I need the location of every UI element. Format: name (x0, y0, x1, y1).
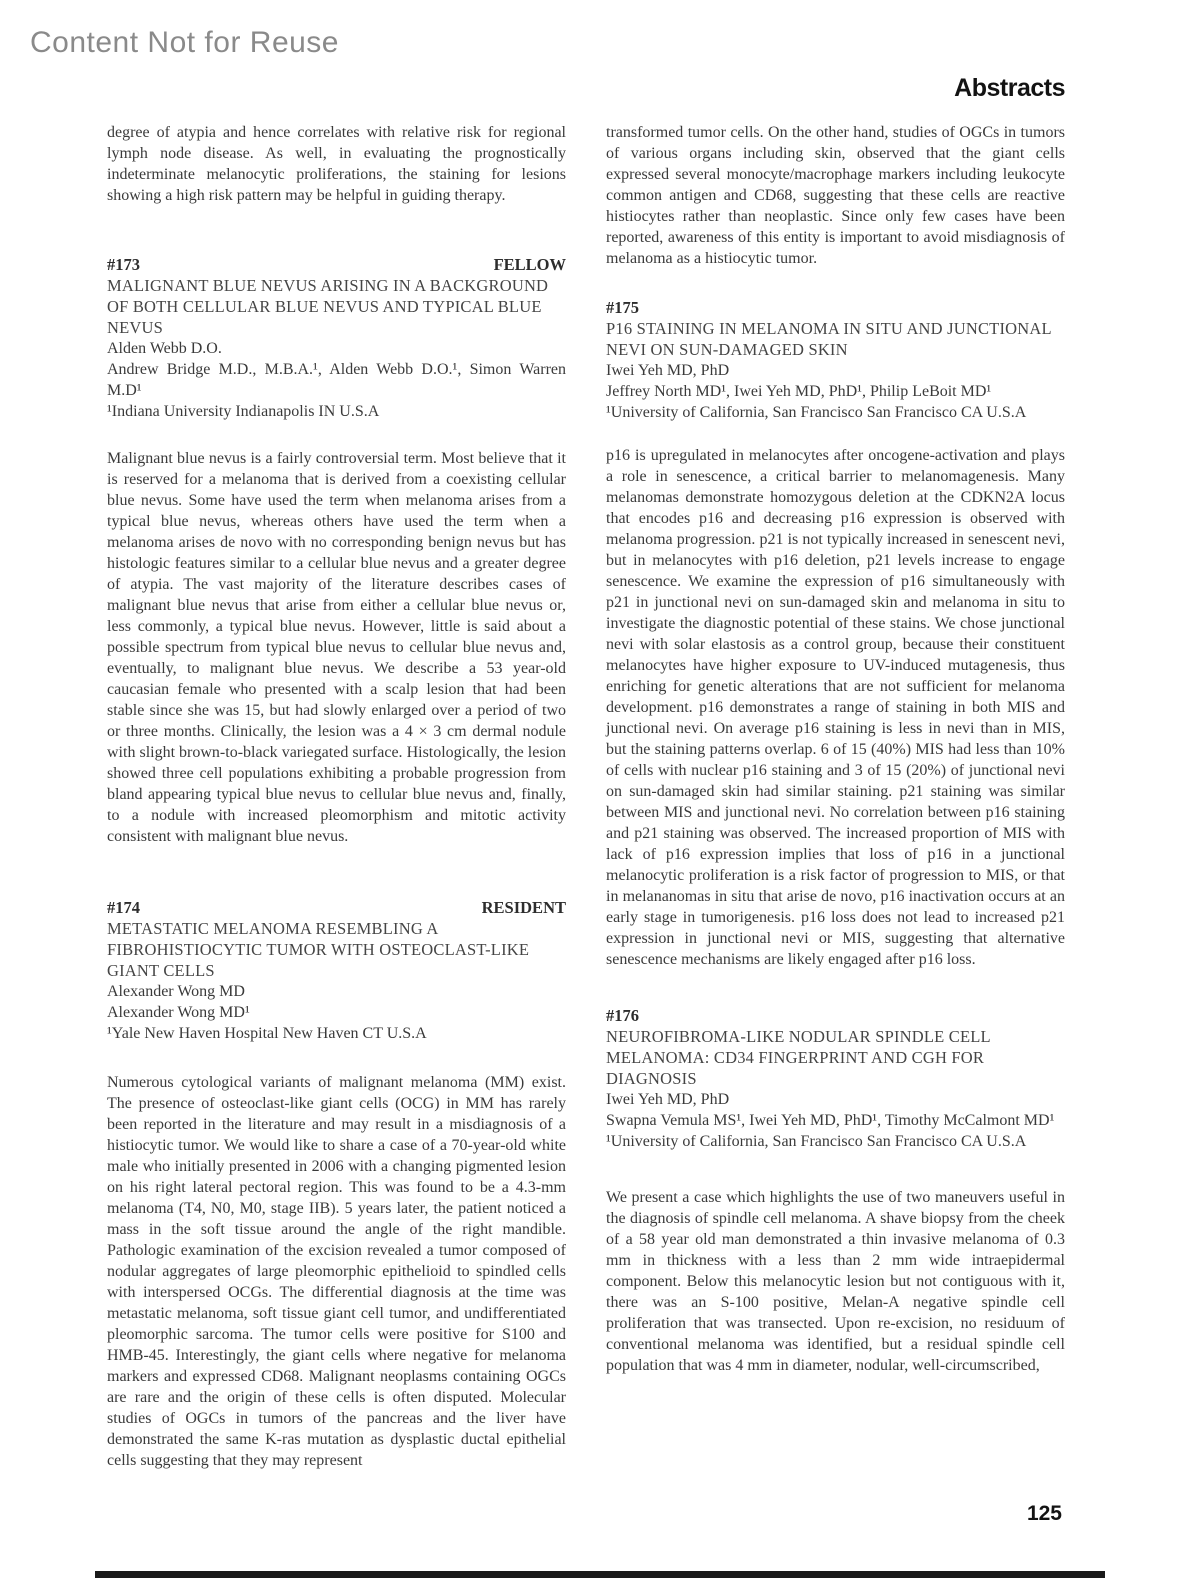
abstract-title: METASTATIC MELANOMA RESEMBLING A FIBROHISTIOCYTIC TUMOR WITH OSTEOCLAST-LIKE GIANT CELLS (107, 919, 530, 980)
abstract-title: NEUROFIBROMA-LIKE NODULAR SPINDLE CELL MELANOMA: CD34 FINGERPRINT AND CGH FOR DIAGNOSIS (606, 1027, 991, 1088)
abstract-affiliation: ¹University of California, San Francisco San Francisco CA U.S.A (606, 1133, 1027, 1150)
abstract-authors: Jeffrey North MD¹, Iwei Yeh MD, PhD¹, Philip LeBoit MD¹ (606, 383, 992, 400)
abstract-presenter: Alden Webb D.O. (107, 340, 222, 357)
abstract-authors: Alexander Wong MD¹ (107, 1004, 250, 1021)
abstract-affiliation: ¹University of California, San Francisco San Francisco CA U.S.A (606, 404, 1027, 421)
abstract-174 (107, 897, 566, 1471)
abstract-number: #174 (107, 898, 140, 917)
abstract-176 (606, 1005, 1065, 1376)
content-watermark: Content Not for Reuse (30, 26, 339, 59)
abstract-175 (606, 297, 1065, 970)
abstract-body: Numerous cytological variants of malignant melanoma (MM) exist. The presence of osteoclast-like giant cells (OCG) in MM has rarely been reported in the literature and may result in a misdiagnosis of a histiocytic tumor. We would like to share a case of a 70-year-old white male who initially presented in 2006 with a changing pigmented lesion on his right lateral pectoral region. This was found to be a 4.3-mm melanoma (T4, N0, M0, stage IIB). 5 years later, the patient noticed a mass in the soft tissue around the angle of the right mandible. Pathologic examination of the excision revealed a tumor composed of nodular aggregates of large pleomorphic epithelioid to spindled cells with interspersed OCGs. The differential diagnosis at the time was metastatic melanoma, soft tissue giant cell tumor, and undifferentiated pleomorphic sarcoma. The tumor cells were positive for S100 and HMB-45. Interestingly, the giant cells where negative for melanoma markers and expressed CD68. Malignant neoplasms containing OGCs are rare and the origin of these cells is often disputed. Molecular studies of OGCs in tumors of the pancreas and the liver have demonstrated the same K-ras mutation as dysplastic ductal epithelial cells suggesting that they may represent (107, 1074, 566, 1469)
abstract-heading-row (606, 1005, 1065, 1026)
abstract-heading-row (606, 297, 1065, 318)
abstract-affiliation: ¹Indiana University Indianapolis IN U.S.A (107, 403, 380, 420)
abstract-presenter: Alexander Wong MD (107, 983, 245, 1000)
abstract-number: #173 (107, 255, 140, 274)
two-column-layout (107, 122, 1065, 1471)
left-column (107, 122, 566, 1471)
abstract-affiliation: ¹Yale New Haven Hospital New Haven CT U.S.A (107, 1025, 427, 1042)
abstract-number: #175 (606, 298, 639, 317)
abstract-category: FELLOW (493, 255, 566, 274)
abstract-title: MALIGNANT BLUE NEVUS ARISING IN A BACKGROUND OF BOTH CELLULAR BLUE NEVUS AND TYPICAL BLUE NEVUS (107, 276, 549, 337)
continuation-paragraph: degree of atypia and hence correlates with relative risk for regional lymph node disease. As well, in evaluating the prognostically indeterminate melanocytic proliferations, the staining for lesions showing a high risk pattern may be helpful in guiding therapy. (107, 124, 566, 204)
right-column (606, 122, 1065, 1471)
abstract-title: P16 STAINING IN MELANOMA IN SITU AND JUNCTIONAL NEVI ON SUN-DAMAGED SKIN (606, 319, 1052, 359)
section-header: Abstracts (954, 74, 1065, 102)
abstract-presenter: Iwei Yeh MD, PhD (606, 1091, 730, 1108)
abstract-category: RESIDENT (481, 898, 566, 917)
abstract-heading-row (107, 897, 566, 918)
abstract-body: We present a case which highlights the use of two maneuvers useful in the diagnosis of spindle cell melanoma. A shave biopsy from the cheek of a 58 year old man demonstrated a thin invasive melanoma of 0.3 mm in thickness with a less than 2 mm wide intraepidermal component. Below this melanocytic lesion but not contiguous with it, there was an S-100 positive, Melan-A negative spindle cell proliferation that was transected. Upon re-excision, no residuum of conventional melanoma was identified, but a residual spindle cell population that was 4 mm in diameter, nodular, well-circumscribed, (606, 1189, 1065, 1374)
abstract-authors: Andrew Bridge M.D., M.B.A.¹, Alden Webb D.O.¹, Simon Warren M.D¹ (107, 361, 566, 399)
abstract-heading-row (107, 254, 566, 275)
abstract-number: #176 (606, 1006, 639, 1025)
abstract-presenter: Iwei Yeh MD, PhD (606, 362, 730, 379)
abstract-body: p16 is upregulated in melanocytes after oncogene-activation and plays a role in senescence, a critical barrier to melanomagenesis. Many melanomas demonstrate homozygous deletion at the CDKN2A locus that encodes p16 and decreasing p16 expression is observed with melanoma progression. p21 is not typically increased in senescent nevi, but in melanocytes with p16 deletion, p21 levels increase to engage senescence. We examine the expression of p16 simultaneously with p21 in junctional nevi on sun-damaged skin and melanoma in situ to investigate the diagnostic potential of these stains. We chose junctional nevi with solar elastosis as a control group, because their constituent melanocytes have higher exposure to UV-induced mutagenesis, thus enriching for genetic alterations that are not sufficient for melanoma development. p16 demonstrates a range of staining in both MIS and junctional nevi. On average p16 staining is less in nevi than in MIS, but the staining patterns overlap. 6 of 15 (40%) MIS had less than 10% of cells with nuclear p16 staining and 3 of 15 (20%) of junctional nevi on sun-damaged skin had similar staining. p21 staining was similar between MIS and junctional nevi. No correlation between p16 staining and p21 staining was observed. The increased proportion of MIS with lack of p16 expression implies that loss of p16 in a junctional melanocytic proliferation is a risk factor of progression to MIS, or that in melananomas in situ that arise de novo, p16 inactivation occurs at an early stage in tumorigenesis. p16 loss does not lead to increased p21 expression in junctional nevi or MIS, suggesting that alternative senescence mechanisms are likely engaged after p16 loss. (606, 447, 1065, 968)
continuation-paragraph: transformed tumor cells. On the other hand, studies of OGCs in tumors of various organs including skin, observed that the giant cells expressed several monocyte/macrophage markers including leukocyte common antigen and CD68, suggesting that these cells are reactive histiocytes rather than neoplastic. Since only few cases have been reported, awareness of this entity is important to avoid misdiagnosis of melanoma as a histiocytic tumor. (606, 124, 1065, 267)
footer-bar (95, 1571, 1105, 1578)
page-number: 125 (1026, 1502, 1062, 1525)
abstract-body: Malignant blue nevus is a fairly controversial term. Most believe that it is reserved for a melanoma that is derived from a coexisting cellular blue nevus. Some have used the term when melanoma arises from a typical blue nevus, whereas others have used the term when a melanoma arises de novo with no corresponding benign nevus but has histologic features similar to a cellular blue nevus and a greater degree of atypia. The vast majority of the literature describes cases of malignant blue nevus that arise from either a cellular blue nevus or, less commonly, a typical blue nevus. However, little is said about a possible spectrum from typical blue nevus to cellular blue nevus and, eventually, to malignant blue nevus. We describe a 53 year-old caucasian female who presented with a scalp lesion that had been stable since she was 15, but had slowly enlarged over a period of two or three months. Clinically, the lesion was a 4 × 3 cm dermal nodule with slight brown-to-black variegated surface. Histologically, the lesion showed three cell populations exhibiting a probable progression from bland appearing typical blue nevus to cellular blue nevus and, finally, to a nodule with increased pleomorphism and mitotic activity consistent with malignant blue nevus. (107, 450, 566, 845)
abstract-authors: Swapna Vemula MS¹, Iwei Yeh MD, PhD¹, Timothy McCalmont MD¹ (606, 1112, 1055, 1129)
abstract-173 (107, 254, 566, 847)
